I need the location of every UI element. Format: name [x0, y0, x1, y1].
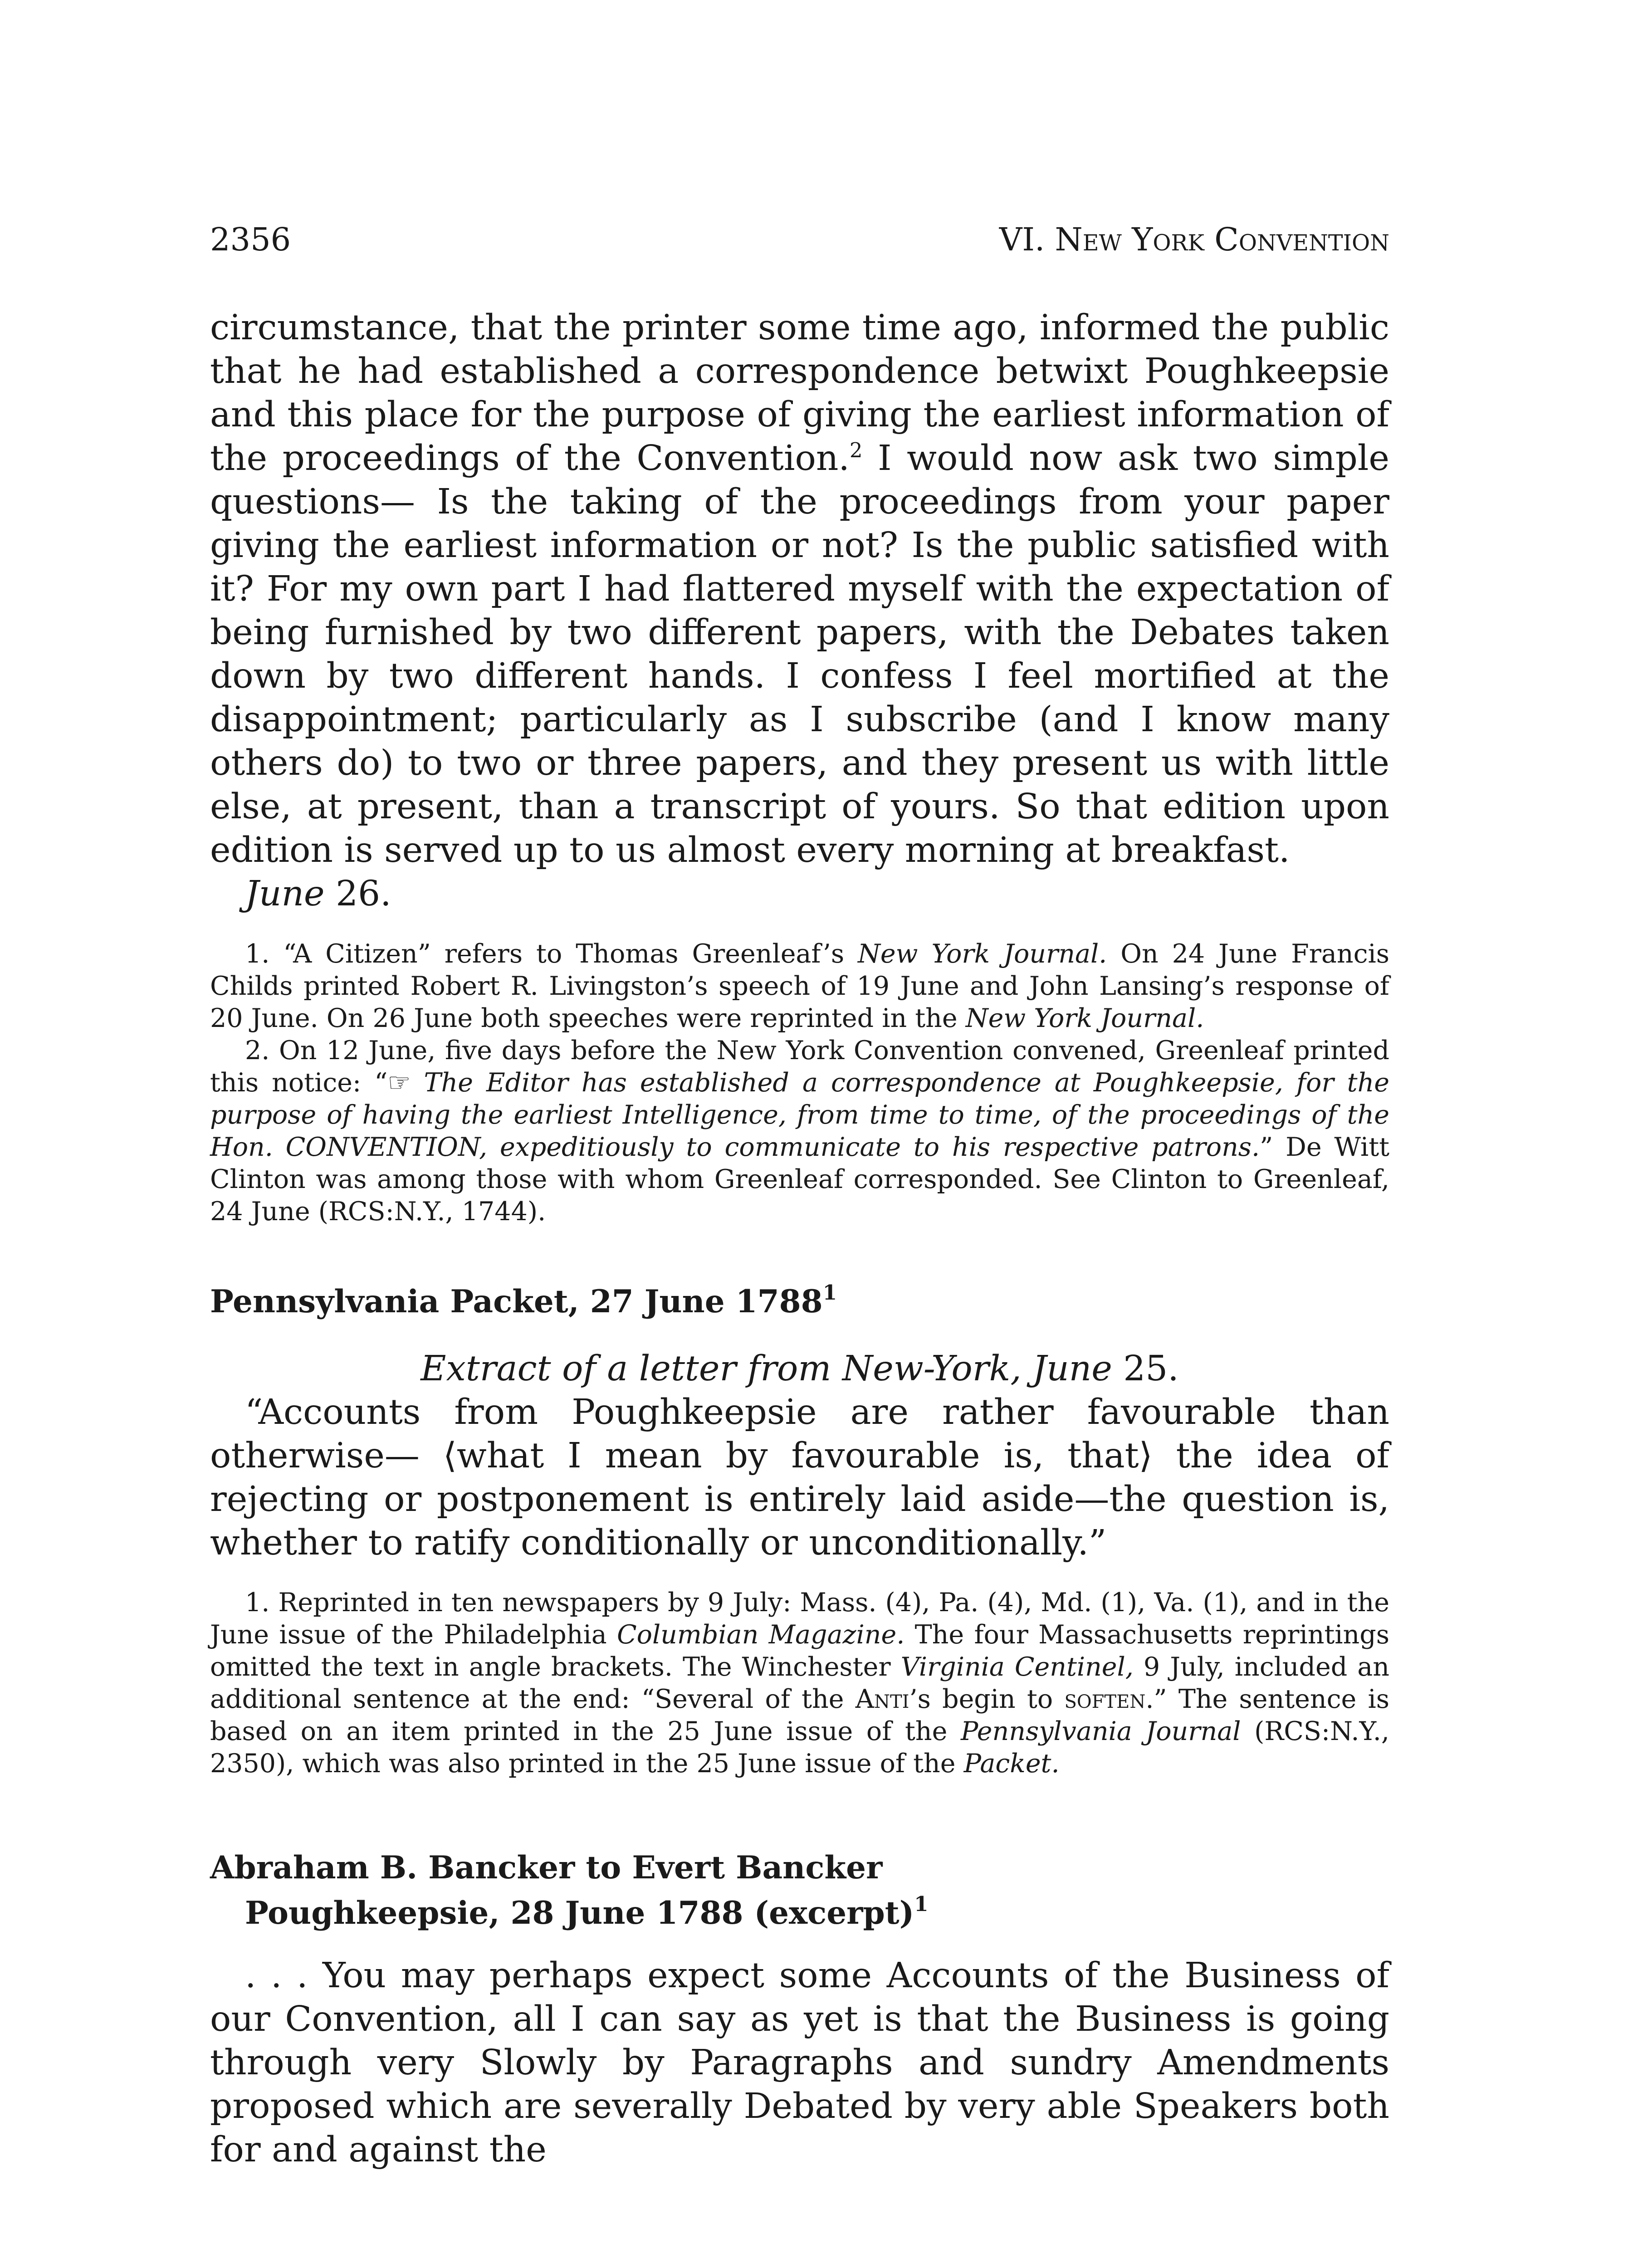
- page-number: 2356: [210, 221, 291, 258]
- pointing-hand-icon: ☞: [387, 1068, 411, 1098]
- footnote-1-packet: 1. Reprinted in ten newspapers by 9 July: Mass. (4), Pa. (4), Md. (1), Va. (1), and in the June issue of the Philadelphia Columbian Magazine. The four Massachusetts reprintings omitted the text in angle brackets. The Winchester Virginia Centinel, 9 July, included an additional sentence at the end: “Several of the Anti’s begin to soften.” The sentence is based on an item printed in the 25 June issue of the Pennsylvania Journal (RCS:N.Y., 2350), which was also printed in the 25 June issue of the Packet.: [210, 1588, 1389, 1779]
- section-heading-line1: Abraham B. Bancker to Evert Bancker: [210, 1849, 883, 1886]
- continuation-paragraph: circumstance, that the printer some time ago, informed the public that he had established a correspondence betwixt Poughkeepsie and this place for the purpose of giving the earliest information of the proceedings of the Convention.$^2$ I would now ask two simple questions— Is the taking of the proceedings from your paper giving the earliest information or not? Is the public satisfied with it? For my own part I had flattered myself with the expectation of being furnished by two different papers, with the Debates taken down by two different hands. I confess I feel mortified at the disappointment; particularly as I subscribe (and I know many others do) to two or three papers, and they present us with little else, at present, than a transcript of yours. So that edition upon edition is served up to us almost every morning at breakfast.: [210, 308, 1389, 870]
- letter-continuation: [210, 306, 1389, 916]
- footnotes-2: [210, 1587, 1389, 1780]
- section-bancker-letter: [210, 1845, 1389, 2172]
- footnotes-1: [210, 938, 1389, 1228]
- footnote-1: 1. “A Citizen” refers to Thomas Greenleaf’s New York Journal. On 24 June Francis Childs printed Robert R. Livingston’s speech of 19 June and John Lansing’s response of 20 June. On 26 June both speeches were reprinted in the New York Journal.: [210, 939, 1389, 1033]
- footnote-ref-2: 2: [849, 438, 863, 462]
- letter-paragraph: . . . You may perhaps expect some Accounts of the Business of our Convention, all I can say as yet is that the Business is going through very Slowly by Paragraphs and sundry Amendments proposed which are severally Debated by very able Speakers both for and against the: [210, 1955, 1389, 2170]
- section-pennsylvania-packet: [210, 1279, 1389, 1780]
- extract-paragraph: “Accounts from Poughkeepsie are rather favourable than otherwise— ⟨what I mean by favourable is, that⟩ the idea of rejecting or postponement is entirely laid aside—the question is, whether to ratify conditionally or unconditionally.”: [210, 1392, 1389, 1563]
- letter-date: June 26.: [245, 874, 391, 914]
- extract-line: Extract of a letter from New-York, June 25.: [420, 1349, 1179, 1389]
- section-heading: Pennsylvania Packet, 27 June 1788$^1$: [210, 1281, 837, 1320]
- section-heading-line2: Poughkeepsie, 28 June 1788 (excerpt)$^1$: [245, 1892, 929, 1931]
- footnote-2: 2. On 12 June, five days before the New York Convention convened, Greenleaf printed this notice: “☞ The Editor has established a correspondence at Poughkeepsie, for the purpose of having the earliest Intelligence, from time to time, of the proceedings of the Hon. CONVENTION, expeditiously to communicate to his respective patrons.” De Witt Clinton was among those with whom Greenleaf corresponded. See Clinton to Greenleaf, 24 June (RCS:N.Y., 1744).: [210, 1036, 1390, 1227]
- running-head: [210, 221, 1389, 262]
- section-title: VI. New York Convention: [999, 221, 1389, 258]
